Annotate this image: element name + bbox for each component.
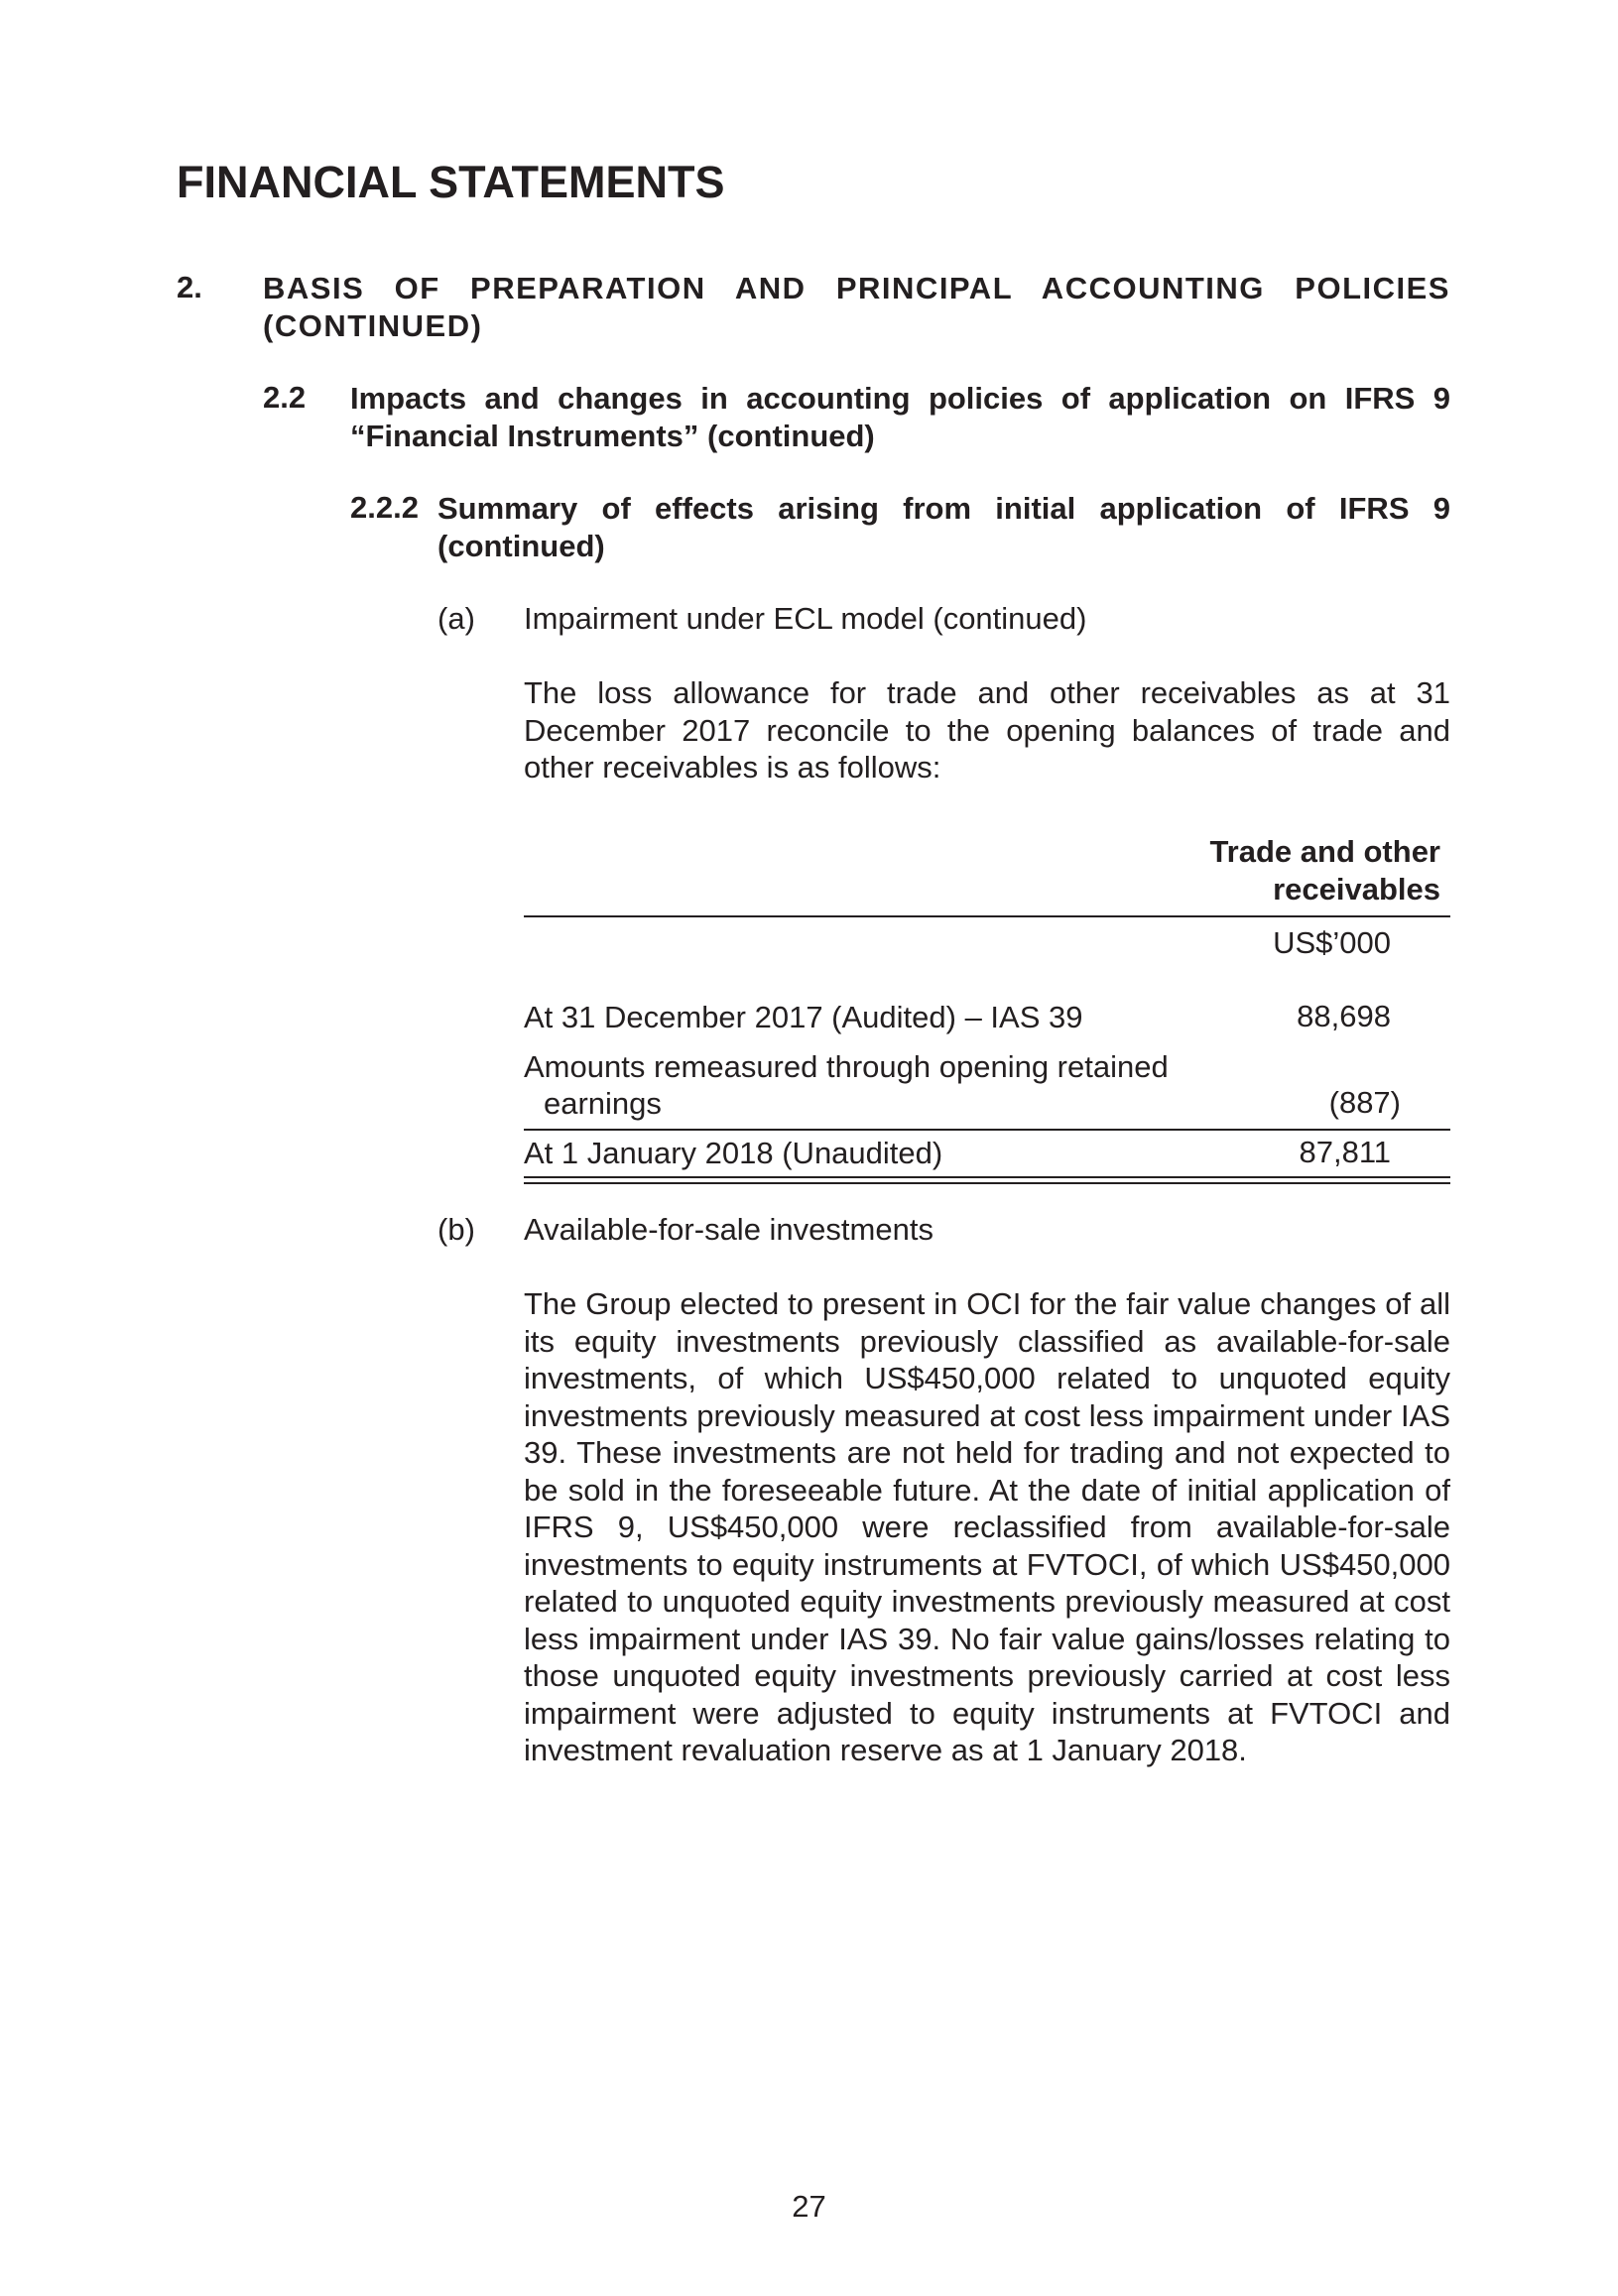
column-header-line1: Trade and other xyxy=(1209,834,1440,869)
subsection-number: 2.2 xyxy=(263,380,307,415)
table-row-label: At 1 January 2018 (Unaudited) xyxy=(524,1136,943,1170)
item-b-heading: Available-for-sale investments xyxy=(524,1212,933,1247)
item-b-label: (b) xyxy=(437,1212,475,1247)
subsection-title xyxy=(350,380,1450,455)
subsubsection-title-line1: Summary of effects arising from initial application of IFRS 9 xyxy=(437,491,1450,526)
table-row-value: 88,698 xyxy=(1297,999,1391,1033)
unit-label: US$’000 xyxy=(1273,925,1391,960)
section-title xyxy=(263,270,1450,345)
subsection-title-line2: “Financial Instruments” (continued) xyxy=(350,419,875,453)
table-row-value: 87,811 xyxy=(1299,1135,1391,1169)
section-title-line2: (CONTINUED) xyxy=(263,308,483,343)
item-a-heading: Impairment under ECL model (continued) xyxy=(524,601,1087,636)
header-rule xyxy=(524,915,1450,917)
page-number: 27 xyxy=(792,2189,826,2224)
subsection-title-line1: Impacts and changes in accounting policies of application on IFRS 9 xyxy=(350,381,1450,416)
subsubsection-title-line2: (continued) xyxy=(437,529,605,563)
table-row-label-cont: earnings xyxy=(544,1086,662,1121)
subsubsection-title xyxy=(437,490,1450,565)
total-rule-lower xyxy=(524,1182,1450,1184)
subsubsection-number: 2.2.2 xyxy=(350,490,419,525)
table-row-value: (887) xyxy=(1328,1085,1401,1120)
total-rule-upper xyxy=(524,1176,1450,1178)
subtotal-rule xyxy=(524,1129,1450,1131)
table-row-label: At 31 December 2017 (Audited) – IAS 39 xyxy=(524,1000,1083,1034)
table-row-label: Amounts remeasured through opening retained xyxy=(524,1049,1169,1084)
item-a-label: (a) xyxy=(437,601,475,636)
column-header-line2: receivables xyxy=(1273,872,1440,906)
column-header xyxy=(1209,833,1440,908)
item-a-paragraph: The loss allowance for trade and other receivables as at 31 December 2017 reconcile to the opening balances of trade and other receivables is as follows: xyxy=(524,675,1450,785)
page-title: FINANCIAL STATEMENTS xyxy=(177,157,725,207)
item-b-paragraph: The Group elected to present in OCI for the fair value changes of all its equity investments previously classified as available-for-sale investments, of which US$450,000 related to unquoted equity investments previously measured at cost less impairment under IAS 39. These investments are not held for trading and not expected to be sold in the foreseeable future. At the date of initial application of IFRS 9, US$450,000 were reclassified from available-for-sale investments to equity instruments at FVTOCI, of which US$450,000 related to unquoted equity investments previously measured at cost less impairment under IAS 39. No fair value gains/losses relating to those unquoted equity investments previously carried at cost less impairment were adjusted to equity instruments at FVTOCI and investment revaluation reserve as at 1 January 2018. xyxy=(524,1286,1450,1767)
section-number: 2. xyxy=(177,270,202,304)
section-title-line1: BASIS OF PREPARATION AND PRINCIPAL ACCOUNTING POLICIES xyxy=(263,271,1450,305)
